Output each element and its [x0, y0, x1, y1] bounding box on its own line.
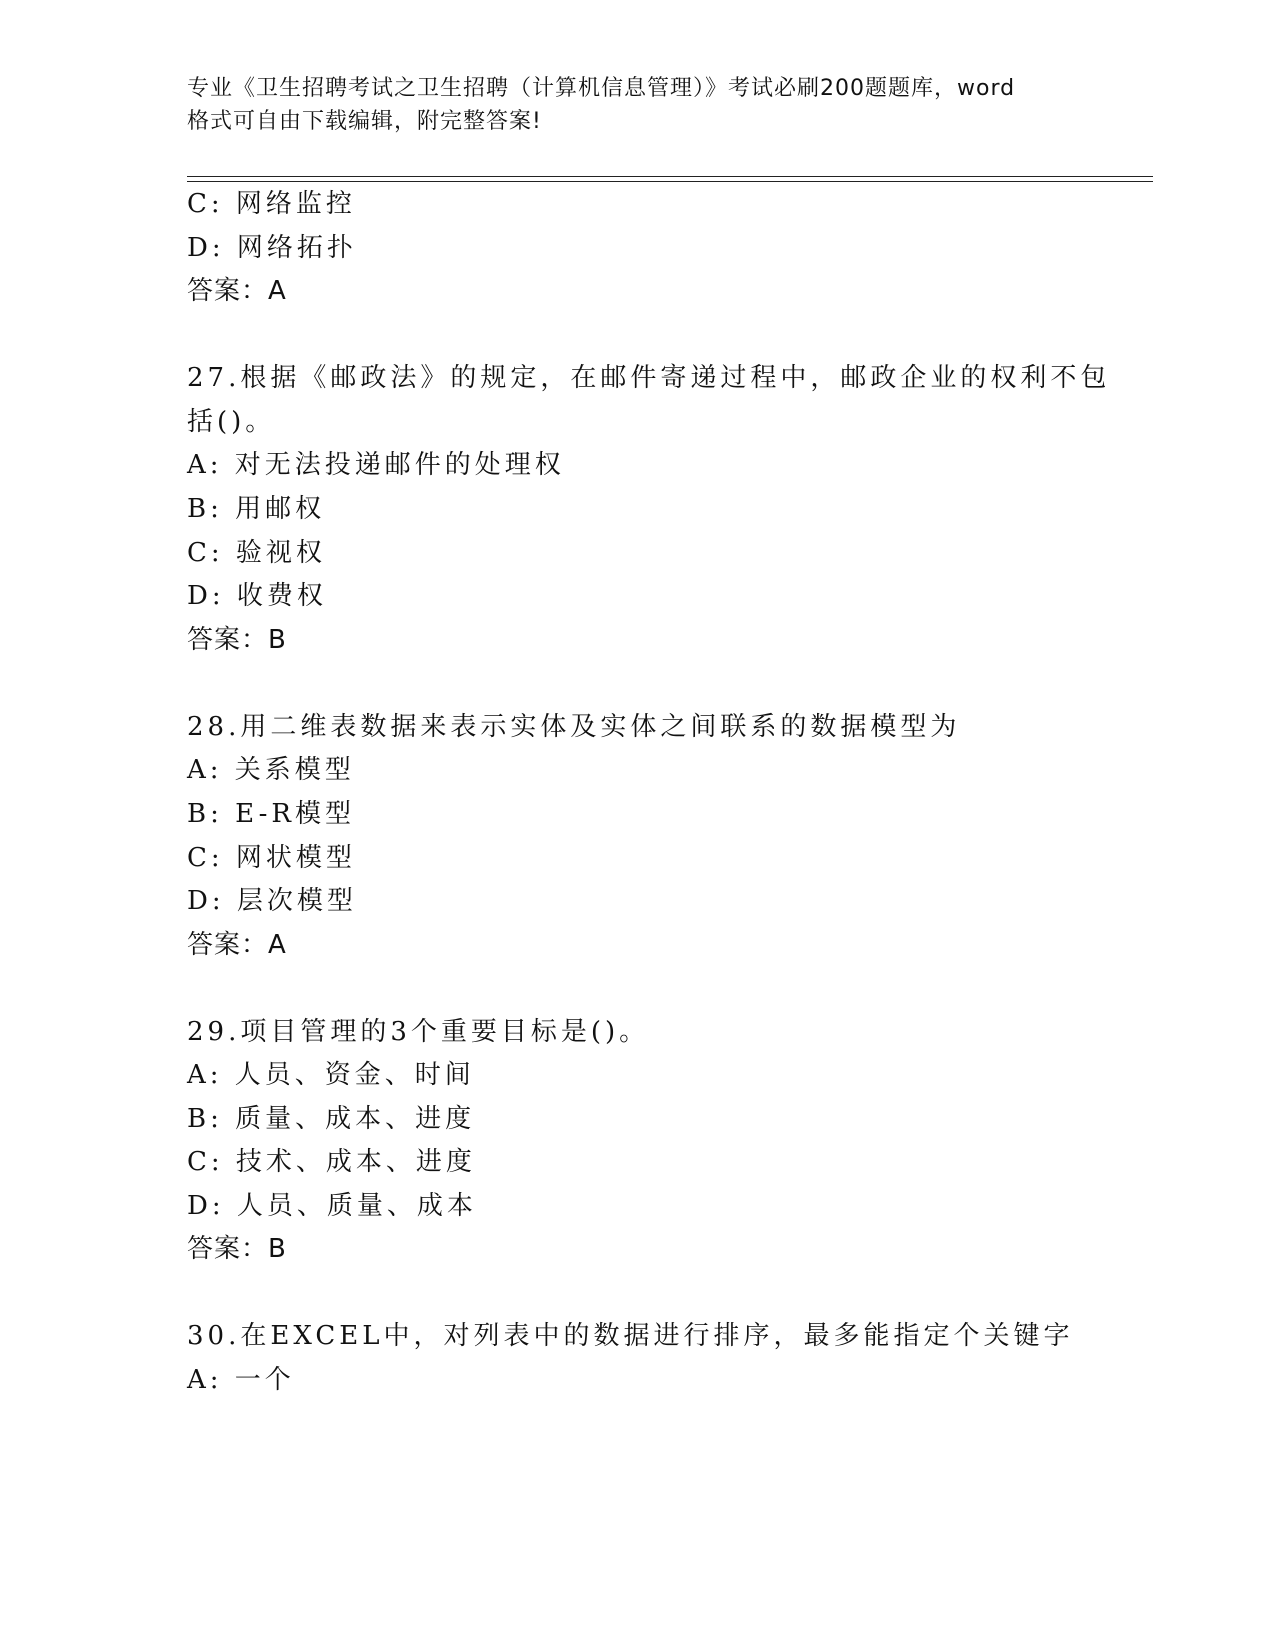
q27-option-d: D: 收费权	[187, 581, 327, 611]
q27-answer: 答案：B	[187, 625, 287, 655]
header-title-line-1: 专业《卫生招聘考试之卫生招聘（计算机信息管理）》考试必刷200题题库，word	[187, 76, 1016, 101]
q28-option-b: B: E-R模型	[187, 799, 355, 829]
header-title-line-2: 格式可自由下载编辑，附完整答案!	[187, 109, 542, 134]
q27-option-b: B: 用邮权	[187, 494, 326, 524]
q28-question: 28.用二维表数据来表示实体及实体之间联系的数据模型为	[187, 712, 961, 742]
document-header	[187, 72, 1087, 138]
q28-option-a: A: 关系模型	[187, 755, 355, 785]
header-divider-top	[187, 176, 1153, 177]
q30-question: 30.在EXCEL中，对列表中的数据进行排序，最多能指定个关键字	[187, 1321, 1074, 1351]
q26-option-d: D: 网络拓扑	[187, 233, 357, 263]
q27-question-line-2: 括()。	[187, 407, 276, 437]
q26-option-c: C: 网络监控	[187, 189, 356, 219]
header-divider-bottom	[187, 181, 1153, 182]
q29-question: 29.项目管理的3个重要目标是()。	[187, 1017, 650, 1047]
q29-option-d: D: 人员、质量、成本	[187, 1191, 477, 1221]
q29-option-c: C: 技术、成本、进度	[187, 1147, 476, 1177]
q29-option-b: B: 质量、成本、进度	[187, 1104, 476, 1134]
q29-answer: 答案：B	[187, 1234, 287, 1264]
q26-answer: 答案：A	[187, 276, 287, 306]
q30-option-a: A: 一个	[187, 1365, 295, 1395]
q28-answer: 答案：A	[187, 930, 287, 960]
q27-option-a: A: 对无法投递邮件的处理权	[187, 450, 565, 480]
q27-option-c: C: 验视权	[187, 538, 326, 568]
q28-option-d: D: 层次模型	[187, 886, 357, 916]
q27-question-line-1: 27.根据《邮政法》的规定，在邮件寄递过程中，邮政企业的权利不包	[187, 363, 1111, 393]
q28-option-c: C: 网状模型	[187, 843, 356, 873]
q29-option-a: A: 人员、资金、时间	[187, 1060, 475, 1090]
